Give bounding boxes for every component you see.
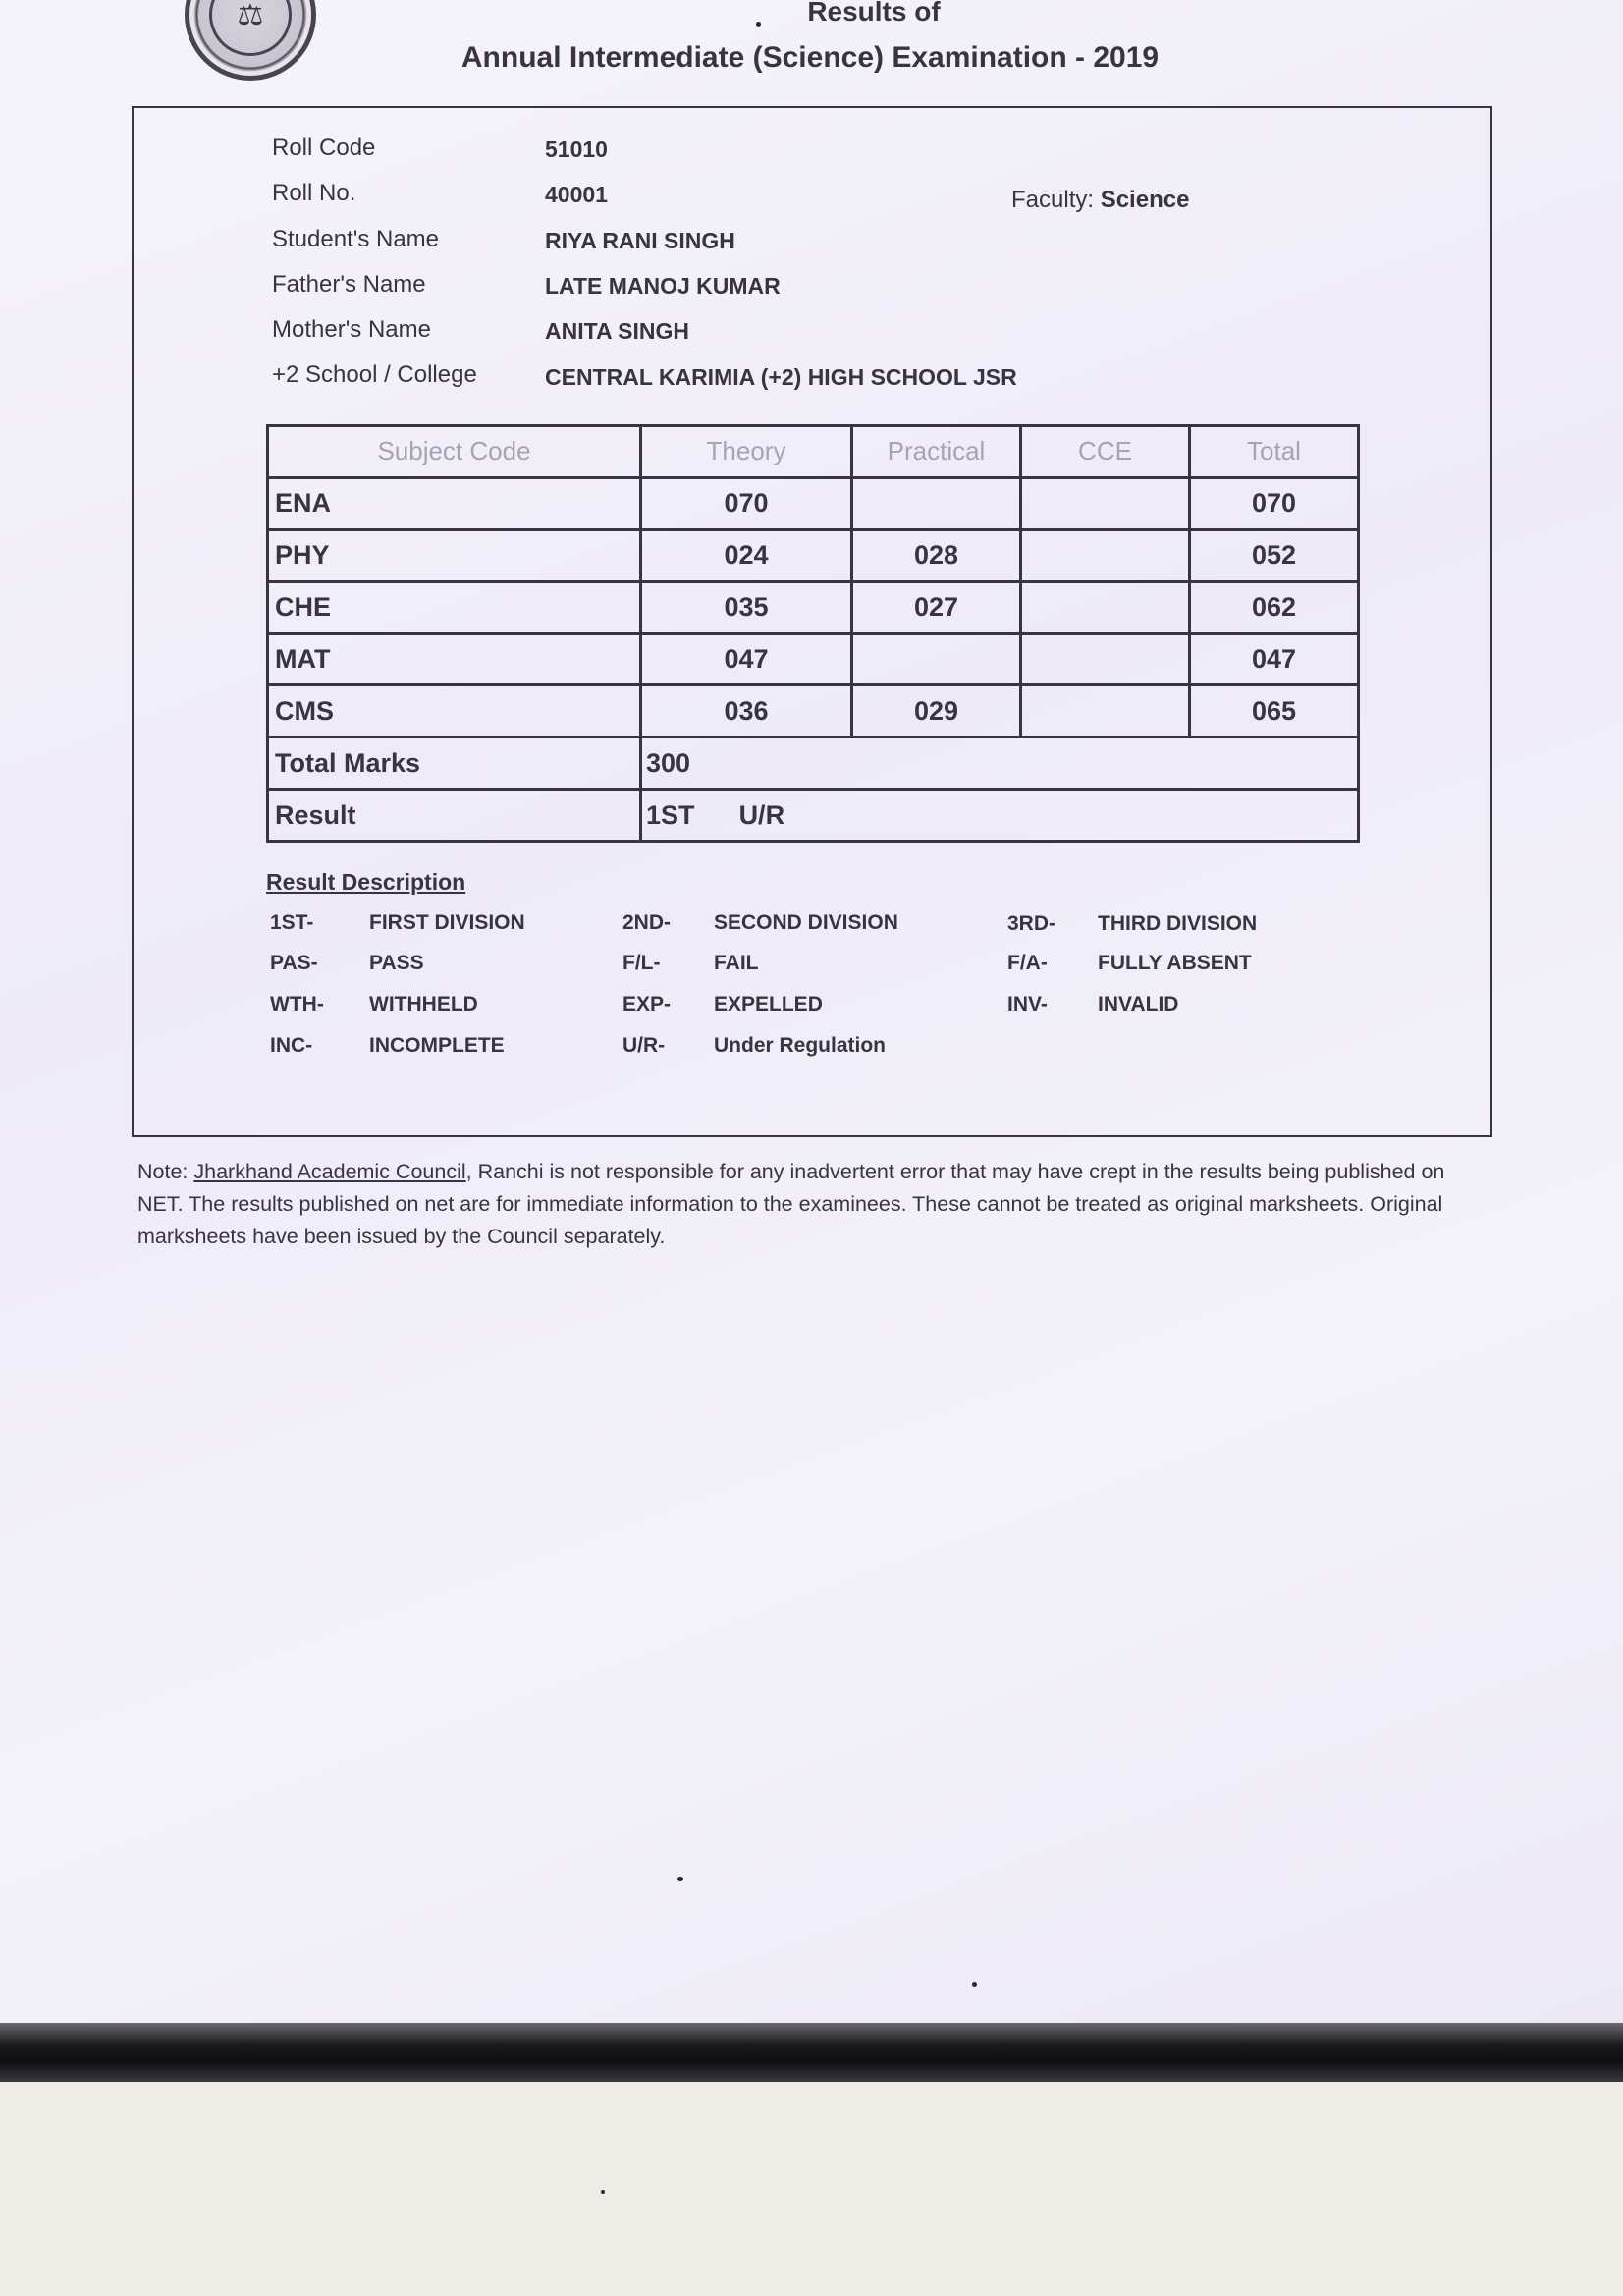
result-value: [641, 790, 1359, 842]
legend-text: FIRST DIVISION: [369, 911, 525, 934]
legend-text: SECOND DIVISION: [714, 911, 898, 934]
col-practical: Practical: [852, 426, 1021, 478]
legend-code: 2ND-: [622, 911, 672, 934]
cce-marks: [1021, 581, 1190, 633]
legend-text: FAIL: [714, 952, 759, 974]
cce-marks: [1021, 685, 1190, 738]
legend-code: F/A-: [1007, 952, 1048, 974]
col-theory: Theory: [641, 426, 852, 478]
scanner-edge-shadow: [0, 2023, 1623, 2082]
table-row: [268, 685, 1359, 738]
total-marks: 052: [1190, 529, 1359, 581]
legend-text: THIRD DIVISION: [1098, 912, 1258, 935]
table-row: [268, 633, 1359, 685]
father-name-label: Father's Name: [272, 271, 426, 298]
title-line-2: Annual Intermediate (Science) Examination - 2019: [460, 41, 1160, 74]
table-header-row: [268, 426, 1359, 478]
legend-code: WTH-: [270, 993, 324, 1015]
mother-name-value: ANITA SINGH: [545, 318, 689, 344]
faculty: [1011, 187, 1189, 214]
practical-marks: [852, 477, 1021, 529]
title-line-1: Results of: [807, 0, 941, 27]
council-name: Jharkhand Academic Council: [193, 1160, 466, 1183]
result-division: 1ST: [646, 799, 695, 830]
cce-marks: [1021, 633, 1190, 685]
table-row: [268, 477, 1359, 529]
total-marks-row: [268, 738, 1359, 790]
table-row: [268, 529, 1359, 581]
seal-emblem-icon: ⚖: [209, 0, 292, 56]
theory-marks: 070: [641, 477, 852, 529]
theory-marks: 047: [641, 633, 852, 685]
legend-text: PASS: [369, 952, 424, 974]
legend-code: F/L-: [622, 952, 661, 974]
faculty-label: Faculty:: [1011, 187, 1095, 213]
legend-code: 1ST-: [270, 911, 314, 934]
total-marks: 047: [1190, 633, 1359, 685]
practical-marks: 029: [852, 685, 1021, 738]
col-subject-code: Subject Code: [268, 426, 641, 478]
practical-marks: 027: [852, 581, 1021, 633]
roll-code-label: Roll Code: [272, 135, 376, 161]
subject-code: CHE: [268, 581, 641, 633]
note-prefix: Note:: [137, 1160, 194, 1183]
legend-text: WITHHELD: [369, 993, 478, 1015]
student-name-value: RIYA RANI SINGH: [545, 228, 735, 253]
legend-code: INV-: [1007, 993, 1048, 1015]
legend-code: INC-: [270, 1034, 313, 1057]
subject-code: MAT: [268, 633, 641, 685]
result-label: Result: [268, 790, 641, 842]
theory-marks: 036: [641, 685, 852, 738]
scan-speck: [756, 22, 761, 27]
disclaimer-note: [137, 1156, 1492, 1253]
legend-code: 3RD-: [1007, 912, 1056, 935]
total-marks: 070: [1190, 477, 1359, 529]
faculty-value: Science: [1100, 187, 1190, 213]
col-cce: CCE: [1021, 426, 1190, 478]
legend-text: EXPELLED: [714, 993, 823, 1015]
practical-marks: 028: [852, 529, 1021, 581]
theory-marks: 024: [641, 529, 852, 581]
roll-no-value: 40001: [545, 182, 608, 207]
legend-text: Under Regulation: [714, 1034, 887, 1057]
scan-speck: [972, 1982, 977, 1987]
col-total: Total: [1190, 426, 1359, 478]
total-marks: 065: [1190, 685, 1359, 738]
total-marks: 062: [1190, 581, 1359, 633]
note-text: , Ranchi is not responsible for any inadvertent error that may have crept in the results being published on NET. The results published on net are for immediate information to the examinees. These cannot be treated as original marksheets. Original marksheets have been issued by the Council separately.: [137, 1160, 1445, 1248]
subject-code: PHY: [268, 529, 641, 581]
legend-code: PAS-: [270, 952, 318, 974]
theory-marks: 035: [641, 581, 852, 633]
subject-code: CMS: [268, 685, 641, 738]
legend-text: INVALID: [1098, 993, 1179, 1015]
table-row: [268, 581, 1359, 633]
cce-marks: [1021, 529, 1190, 581]
legend-text: INCOMPLETE: [369, 1034, 505, 1057]
subject-code: ENA: [268, 477, 641, 529]
total-marks-label: Total Marks: [268, 738, 641, 790]
practical-marks: [852, 633, 1021, 685]
roll-code-value: 51010: [545, 137, 608, 162]
scan-speck: [677, 1877, 683, 1881]
school-value: CENTRAL KARIMIA (+2) HIGH SCHOOL JSR: [545, 364, 1017, 390]
scan-speck: [601, 2190, 605, 2194]
student-name-label: Student's Name: [272, 226, 440, 252]
roll-no-label: Roll No.: [272, 180, 356, 206]
cce-marks: [1021, 477, 1190, 529]
result-description-title: Result Description: [266, 869, 466, 895]
result-row: [268, 790, 1359, 842]
scanner-bed: [0, 2082, 1623, 2296]
result-status: U/R: [738, 799, 785, 830]
school-label: +2 School / College: [272, 361, 477, 388]
mother-name-label: Mother's Name: [272, 316, 431, 343]
total-marks-value: 300: [641, 738, 1359, 790]
marks-table: [266, 424, 1360, 843]
legend-code: U/R-: [622, 1034, 666, 1057]
legend-text: FULLY ABSENT: [1098, 952, 1252, 974]
father-name-value: LATE MANOJ KUMAR: [545, 273, 781, 299]
legend-code: EXP-: [622, 993, 672, 1015]
